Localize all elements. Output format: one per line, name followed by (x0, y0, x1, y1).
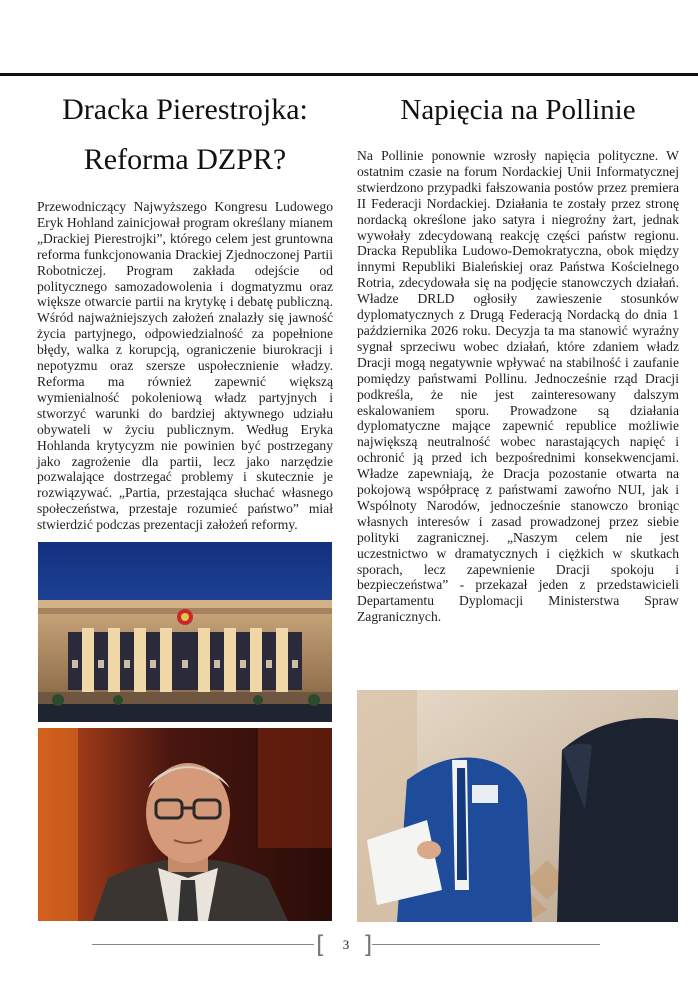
left-title-line1: Dracka Pierestrojka: (62, 93, 308, 126)
right-article-title: Napięcia na Pollinie (400, 94, 636, 126)
right-article (357, 85, 679, 625)
footer-rule-right (372, 944, 600, 945)
right-article-body: Na Pollinie ponownie wzrosły napięcia polityczne. W ostatnim czasie na forum Nordackiej Unii Informatycznej stwierdzono przypadki fałszowania postów przez premiera II Federacji Nordackiej. Działania te zostały przez stronę nordacką określone jako satyra i niegroźny żart, jednak wywołały zdecydowaną reakcję części państw regionu. Dracka Republika Ludowo-Demokratyczna, obok między innymi Republiki Bialeńskiej oraz Państwa Kościelnego Rotria, zdecydowała się na podjęcie stanowczych działań. Władze DRLD ogłosiły zawieszenie stosunków dyplomatycznych z Drugą Federacją Nordacką do dnia 1 października 2026 roku. Decyzja ta ma stanowić wyraźny sygnał sprzeciwu wobec działań, które zdaniem władz Dracji mogą negatywnie wpływać na stabilność i zaufanie pomiędzy państwami Pollinu. Jednocześnie rząd Dracji podkreśla, że nie jest zainteresowany dalszym eskalowaniem sporu. Prowadzone są działania dyplomatyczne mające zapewnić republice możliwie największą neutralność wobec narastających napięć i ochronić ją przed ich bezpośrednimi konsekwencjami. Władze zapewniają, że Dracja pozostanie otwarta na pokojową współpracę z państwami zawoŕno NUI, jak i Wspólnoty Narodów, jednocześnie stanowczo broniąc własnych interesów i zasad prowadzonej przez siebie polityki zagranicznej. „Naszym celem nie jest uczestnictwo w dramatycznych i ciężkich w skutkach sporach, lecz zapewnienie Dracji spokoju i bezpieczeństwa” - przekazał jeden z przedstawicieli Departamentu Dyplomacji Ministerstwa Spraw Zagranicznych. (357, 148, 679, 625)
diplomats-photo (357, 690, 678, 922)
left-article-title (37, 85, 333, 185)
left-article (37, 85, 333, 533)
left-article-body: Przewodniczący Najwyższego Kongresu Ludowego Eryk Hohland zainicjował program określany mianem „Drackiej Pierestrojki”, którego celem jest gruntowna reforma funkcjonowania Drackiej Zjednoczonej Partii Robotniczej. Program zakłada odejście od politycznego samozadowolenia i dogmatyzmu oraz większe otwarcie partii na krytykę i debatę publiczną. Wśród najważniejszych założeń znalazły się jawność życia partyjnego, odpowiedzialność za popełnione błędy, walka z korupcją, ograniczenie biurokracji i nepotyzmu oraz szersze uspołecznienie władzy. Reforma ma również zapewnić większą wymienialność pokoleniową władz partyjnych i stworzyć warunki do bardziej aktywnego udziału obywateli w życiu publicznym. Według Eryka Hohlanda krytycyzm nie powinien być postrzegany jako zagrożenie dla partii, lecz jako narzędzie pozwalające dostrzegać problemy i skutecznie je rozwiązywać. „Partia, przestająca słuchać własnego społeczeństwa, przestaje rozumieć państwo” miał stwierdzić podczas prezentacji założeń reformy. (37, 199, 333, 533)
government-building-photo (38, 542, 332, 722)
header-rule (0, 73, 698, 76)
right-bracket-icon: ] (363, 931, 373, 959)
left-title-line2: Reforma DZPR? (83, 143, 287, 176)
leader-portrait-photo (38, 728, 332, 921)
page-number: 3 (342, 937, 350, 952)
left-bracket-icon: [ (316, 931, 326, 959)
footer-rule-left (92, 944, 314, 945)
